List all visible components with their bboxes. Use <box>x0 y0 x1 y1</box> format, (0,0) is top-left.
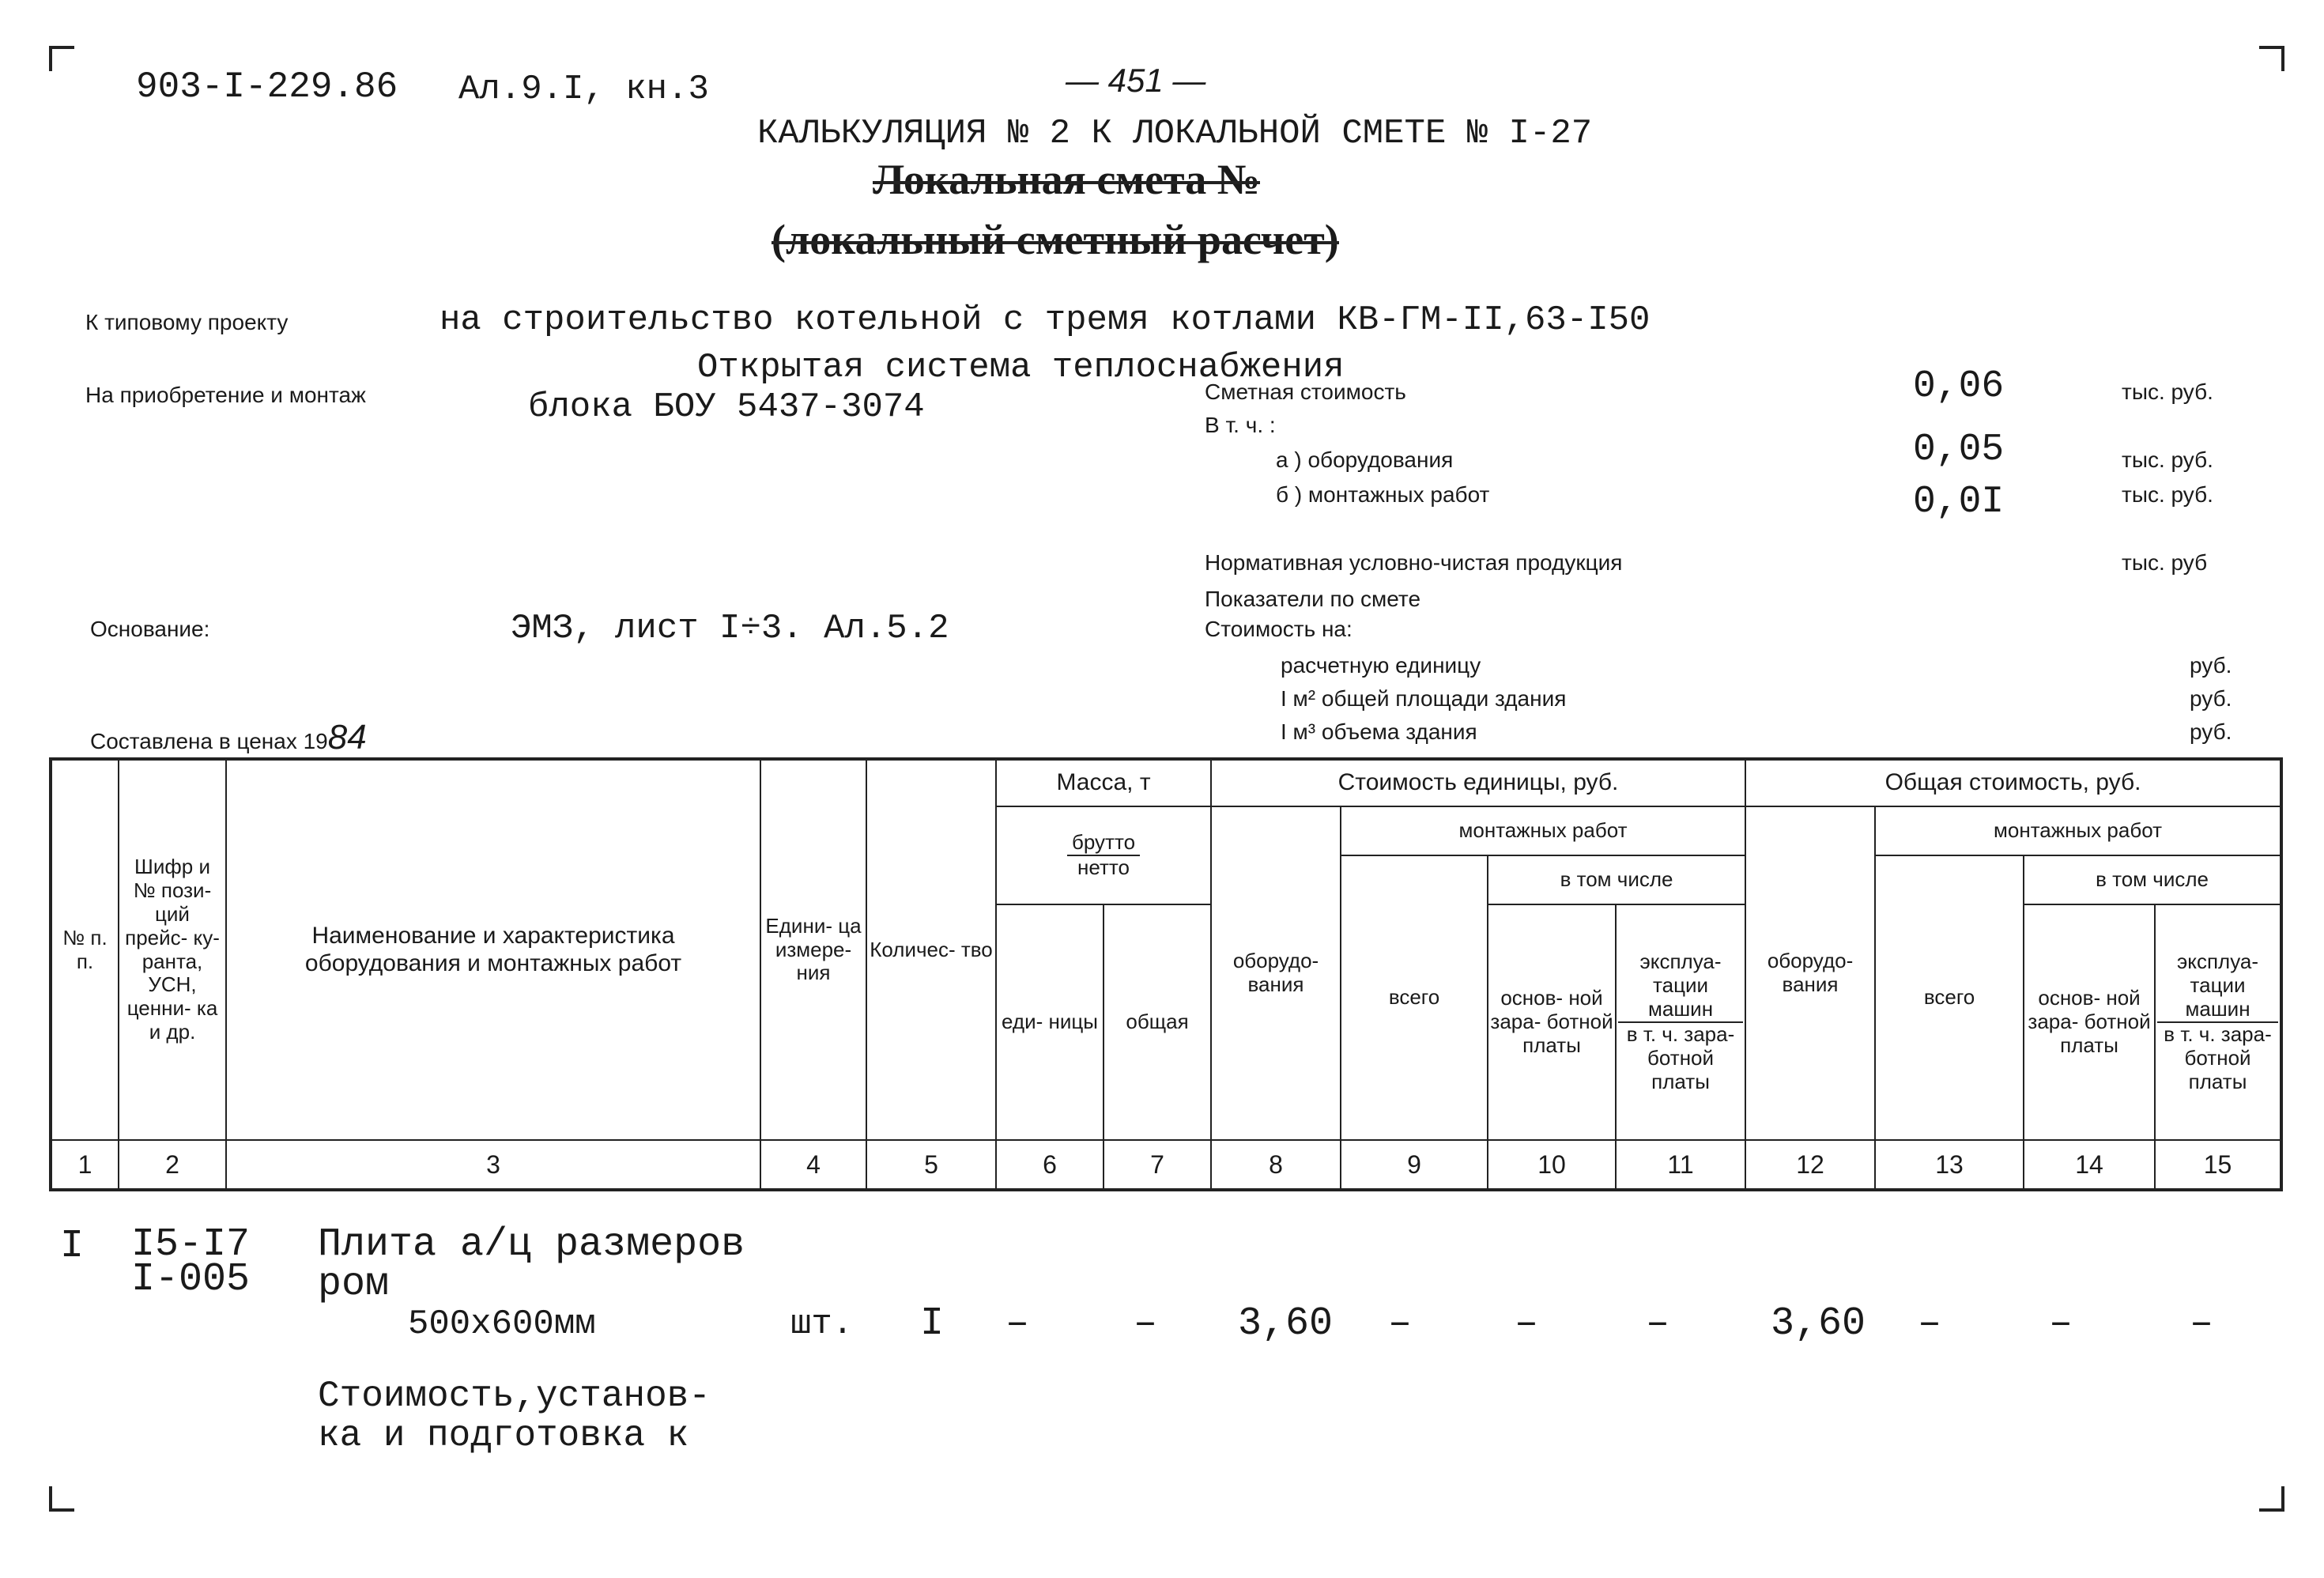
album-ref: Ал.9.I, кн.3 <box>458 70 709 109</box>
col-number: 10 <box>1488 1140 1616 1190</box>
indicators-label: Показатели по смете <box>1205 587 1421 611</box>
brutto-netto-header <box>996 806 1211 904</box>
col-number: 12 <box>1745 1140 1875 1190</box>
page-number: — 451 — <box>1066 62 1206 99</box>
normative-unit: тыс. руб <box>2122 550 2208 575</box>
unit-machines-wage-label: в т. ч. зара- ботной платы <box>1626 1022 1735 1093</box>
total-all-header: всего <box>1875 855 2024 1140</box>
compiled-prices <box>90 718 367 757</box>
col-number: 13 <box>1875 1140 2024 1190</box>
install-value: 0,0I <box>1913 481 2005 523</box>
unit-machines-label: эксплуа- тации машин <box>1618 950 1743 1023</box>
compiled-year: 84 <box>327 718 367 757</box>
entry-total-machines: – <box>2190 1301 2214 1346</box>
total-cost-header: Общая стоимость, руб. <box>1745 759 2281 806</box>
total-machines-wage-label: в т. ч. зара- ботной платы <box>2164 1022 2272 1093</box>
entry-code-1: I5-I7 <box>131 1222 251 1267</box>
equipment-unit: тыс. руб. <box>2122 447 2213 472</box>
col-number: 11 <box>1616 1140 1745 1190</box>
entry-mass-total: – <box>1134 1301 1158 1346</box>
entry-unit-base-wage: – <box>1515 1301 1539 1346</box>
total-install-header: монтажных работ <box>1875 806 2281 855</box>
compiled-label: Составлена в ценах 19 <box>90 729 328 753</box>
col-name-header: Наименование и характеристика оборудования и монтажных работ <box>226 759 760 1140</box>
estimated-label: Сметная стоимость <box>1205 379 1406 404</box>
unit-base-wage-header: основ- ной зара- ботной платы <box>1488 904 1616 1140</box>
col-number: 7 <box>1104 1140 1211 1190</box>
entry-unit-install-all: – <box>1388 1301 1413 1346</box>
entry-note-1: Стоимость,установ- <box>318 1376 711 1417</box>
col-number: 9 <box>1341 1140 1488 1190</box>
col-number: 1 <box>51 1140 119 1190</box>
col-number: 2 <box>119 1140 226 1190</box>
incl-label: В т. ч. : <box>1205 413 1276 437</box>
total-base-wage-header: основ- ной зара- ботной платы <box>2024 904 2155 1140</box>
entry-no: I <box>60 1224 85 1269</box>
per-m3-rub: руб. <box>2190 719 2232 744</box>
col-number: 8 <box>1211 1140 1341 1190</box>
entry-total-equipment: 3,60 <box>1771 1301 1866 1346</box>
basis-label: Основание: <box>90 617 210 641</box>
entry-unit-machines: – <box>1646 1301 1670 1346</box>
mass-per-unit-header: еди- ницы <box>996 904 1104 1140</box>
brutto-label: брутто <box>1067 831 1140 856</box>
corner-mark-top-left <box>49 46 74 71</box>
unit-all-header: всего <box>1341 855 1488 1140</box>
equipment-value: 0,05 <box>1913 428 2005 471</box>
purchase-label: На приобретение и монтаж <box>85 383 366 407</box>
col-number: 14 <box>2024 1140 2155 1190</box>
total-machines-label: эксплуа- тации машин <box>2157 950 2278 1023</box>
entry-unit-equipment: 3,60 <box>1238 1301 1334 1346</box>
to-project-label: К типовому проекту <box>85 310 289 334</box>
col-qty-header: Количес- тво <box>866 759 996 1140</box>
system-value: Открытая система теплоснабжения <box>697 348 1345 387</box>
unit-install-header: монтажных работ <box>1341 806 1745 855</box>
per-m2-rub: руб. <box>2190 686 2232 711</box>
install-unit: тыс. руб. <box>2122 482 2213 507</box>
equipment-label: а ) оборудования <box>1276 447 1454 472</box>
corner-mark-bottom-left <box>49 1486 74 1512</box>
col-no-header: № п. п. <box>51 759 119 1140</box>
entry-name-1: Плита а/ц размеров <box>318 1222 745 1267</box>
estimated-unit: тыс. руб. <box>2122 379 2213 404</box>
struck-title-2 <box>772 215 1339 264</box>
doc-code: 903-I-229.86 <box>136 66 398 108</box>
col-unit-header: Едини- ца измере- ния <box>760 759 866 1140</box>
total-incl-header: в том числе <box>2024 855 2281 904</box>
entry-name-2: ром <box>318 1262 390 1307</box>
entry-mass-unit: – <box>1005 1301 1030 1346</box>
netto-label: нетто <box>1077 855 1130 879</box>
unit-machines-header <box>1616 904 1745 1140</box>
col-number: 5 <box>866 1140 996 1190</box>
install-label: б ) монтажных работ <box>1276 482 1490 507</box>
entry-total-install-all: – <box>1918 1301 1942 1346</box>
cost-per-label: Стоимость на: <box>1205 617 1353 641</box>
entry-note-2: ка и подготовка к <box>318 1415 689 1456</box>
entry-code-2: I-005 <box>131 1257 251 1302</box>
estimate-table-header <box>49 757 2283 1191</box>
mass-header: Масса, т <box>996 759 1211 806</box>
col-code-header: Шифр и № пози- ций прейс- ку- ранта, УСН, ценни- ка и др. <box>119 759 226 1140</box>
unit-cost-header: Стоимость единицы, руб. <box>1211 759 1745 806</box>
mass-total-header: общая <box>1104 904 1211 1140</box>
entry-size: 500x600мм <box>408 1304 596 1344</box>
unit-incl-header: в том числе <box>1488 855 1745 904</box>
per-m2-label: I м² общей площади здания <box>1281 686 1567 711</box>
per-unit-rub: руб. <box>2190 653 2232 678</box>
struck-title-1-text: Локальная смета № <box>873 156 1261 203</box>
struck-title-2-text: (локальный сметный расчет) <box>772 216 1339 263</box>
col-number: 3 <box>226 1140 760 1190</box>
struck-title-1 <box>873 155 1260 204</box>
per-m3-label: I м³ объема здания <box>1281 719 1477 744</box>
column-number-row <box>51 1140 2281 1190</box>
unit-equipment-header: оборудо- вания <box>1211 806 1341 1140</box>
corner-mark-bottom-right <box>2259 1486 2284 1512</box>
col-number: 6 <box>996 1140 1104 1190</box>
calc-title: КАЛЬКУЛЯЦИЯ № 2 К ЛОКАЛЬНОЙ СМЕТЕ № I-27 <box>757 114 1593 153</box>
col-number: 4 <box>760 1140 866 1190</box>
per-unit-label: расчетную единицу <box>1281 653 1481 678</box>
corner-mark-top-right <box>2259 46 2284 71</box>
total-machines-header <box>2155 904 2281 1140</box>
to-project-value: на строительство котельной с тремя котлами КВ-ГМ-II,63-I50 <box>440 300 1651 340</box>
entry-unit: шт. <box>790 1304 854 1344</box>
entry-qty: I <box>920 1301 945 1346</box>
total-equipment-header: оборудо- вания <box>1745 806 1875 1140</box>
basis-value: ЭМЗ, лист I÷3. Ал.5.2 <box>511 609 949 648</box>
purchase-value: блока БОУ 5437-3074 <box>528 387 925 427</box>
estimated-value: 0,06 <box>1913 365 2005 408</box>
normative-label: Нормативная условно-чистая продукция <box>1205 550 1623 575</box>
entry-total-base-wage: – <box>2049 1301 2073 1346</box>
col-number: 15 <box>2155 1140 2281 1190</box>
